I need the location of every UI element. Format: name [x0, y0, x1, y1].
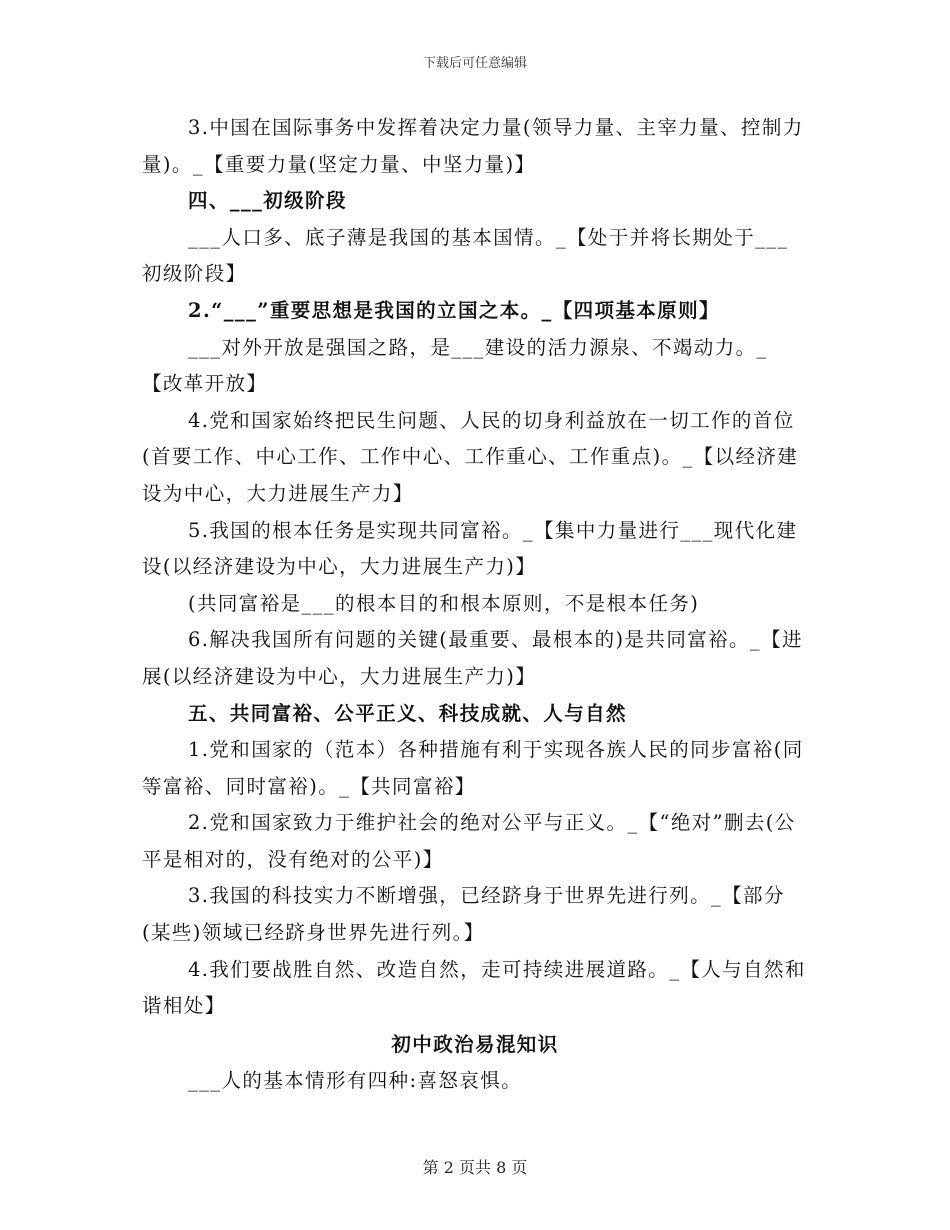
- paragraph-3-bold: 2.“___”重要思想是我国的立国之本。_【四项基本原则】: [188, 298, 720, 322]
- section-title: 初中政治易混知识: [391, 1032, 559, 1056]
- page-header: 下载后可任意编辑: [422, 56, 527, 71]
- section-heading-5: 五、共同富裕、公平正义、科技成就、人与自然: [188, 701, 627, 725]
- paragraph-12: ___人的基本情形有四种:喜怒哀惧。: [188, 1069, 523, 1093]
- paragraph-1: 3.中国在国际事务中发挥着决定力量(领导力量、主宰力量、控制力量)。_【重要力量(坚定力量、中坚力量)】: [142, 116, 804, 176]
- paragraph-8: 1.党和国家的（范本）各种措施有利于实现各族人民的同步富裕(同等富裕、同时富裕)。_【共同富裕】: [142, 738, 804, 798]
- paragraph-11: 4.我们要战胜自然、改造自然，走可持续进展道路。_【人与自然和谐相处】: [142, 957, 806, 1018]
- paragraph-note: (共同富裕是___的根本目的和根本原则，不是根本任务): [188, 591, 700, 615]
- paragraph-9: 2.党和国家致力于维护社会的绝对公平与正义。_【“绝对”删去(公平是相对的，没有绝对的公平)】: [142, 811, 796, 871]
- section-heading-4: 四、___初级阶段: [188, 189, 347, 213]
- paragraph-4: ___对外开放是强国之路，是___建设的活力源泉、不竭动力。_【改革开放】: [142, 335, 768, 396]
- paragraph-10: 3.我国的科技实力不断增强，已经跻身于世界先进行列。_【部分(某些)领域已经跻身世界先进行列。】: [142, 884, 785, 945]
- paragraph-7: 6.解决我国所有问题的关键(最重要、最根本的)是共同富裕。_【进展(以经济建设为中心，大力进展生产力)】: [142, 628, 803, 688]
- document-body: [142, 110, 808, 1100]
- page-footer: 第 2 页共 8 页: [422, 1158, 528, 1177]
- paragraph-2: ___人口多、底子薄是我国的基本国情。_【处于并将长期处于___初级阶段】: [142, 225, 789, 286]
- paragraph-6: 5.我国的根本任务是实现共同富裕。_【集中力量进行___现代化建设(以经济建设为中心，大力进展生产力)】: [142, 518, 798, 579]
- paragraph-5: 4.党和国家始终把民生问题、人民的切身利益放在一切工作的首位(首要工作、中心工作、工作中心、工作重心、工作重点)。_【以经济建设为中心，大力进展生产力】: [142, 408, 799, 505]
